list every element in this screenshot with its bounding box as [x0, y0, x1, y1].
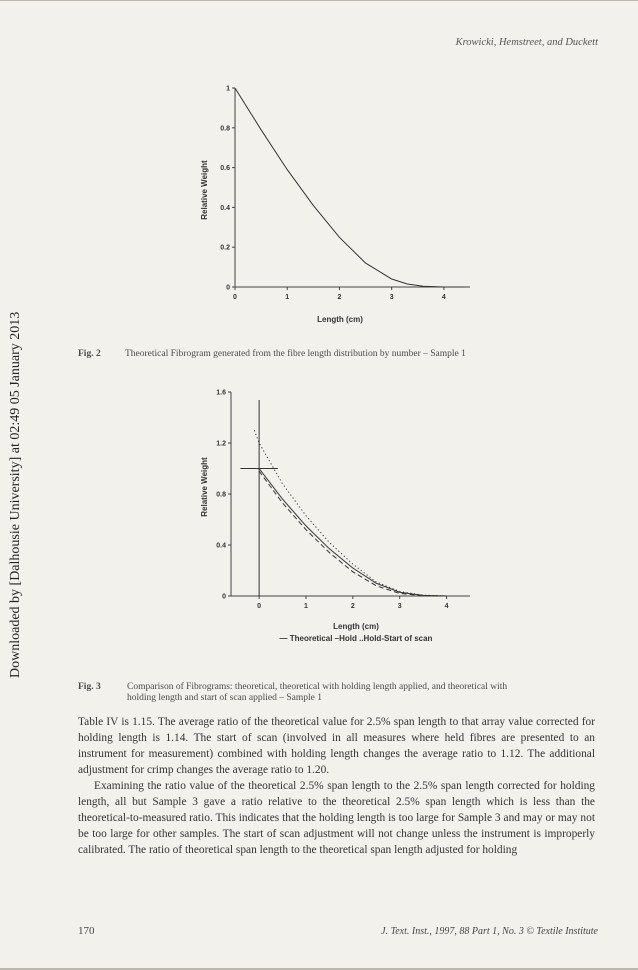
fig2-y-tick-label: 1 [226, 85, 230, 93]
fig3-series-hold [259, 471, 447, 596]
fig3-series-hold-start-of-scan [254, 430, 446, 596]
fig3-series-theoretical [259, 469, 447, 597]
fig2-x-tick-label: 1 [285, 294, 290, 301]
fig2-x-tick-label: 0 [233, 294, 237, 301]
fig3-x-tick-label: 3 [397, 603, 402, 610]
fig2-y-tick-label: 0.8 [220, 125, 230, 133]
fig2-y-tick-label: 0.4 [220, 204, 230, 212]
fig3-x-tick-label: 0 [257, 603, 262, 610]
fig2-caption-text: Theoretical Fibrogram generated from the fibre length distribution by number – Sample 1 [125, 349, 466, 359]
fig3-caption-line-2: holding length and start of scan applied – Sample 1 [127, 693, 322, 703]
fig3-x-tick-label: 4 [444, 603, 449, 610]
fig3-legend: — Theoretical –Hold ..Hold-Start of scan [279, 634, 433, 643]
fig2-y-tick-label: 0.6 [220, 165, 230, 173]
fig3-y-tick-label: 0.8 [216, 491, 226, 499]
fig3-y-tick-label: 0 [222, 593, 226, 601]
fig3-x-axis-label: Length (cm) [333, 622, 379, 631]
fig3-x-tick-label: 1 [304, 603, 308, 610]
download-watermark: Downloaded by [Dalhousie University] at 02:49 05 January 2013 [8, 311, 23, 678]
fig2-y-axis-label: Relative Weight [200, 160, 209, 220]
body-text [78, 714, 595, 858]
fig3-y-tick-label: 1.6 [216, 389, 226, 397]
fig3-number: Fig. 3 [78, 682, 101, 692]
fig3-y-tick-label: 0.4 [216, 542, 226, 550]
fig3-x-tick-label: 2 [350, 603, 355, 610]
fig2-x-tick-label: 4 [441, 294, 446, 301]
fig2-y-tick-label: 0.2 [220, 244, 230, 252]
body-paragraph-2: Examining the ratio value of the theoretical 2.5% span length to the 2.5% span length corrected for holding length, all but Sample 3 gave a ratio relative to the theoretical 2.5% span length which is less than the theoretical-to-measured ratio. This indicates that the holding length is too large for Sample 3 and may or may not be too large for other samples. The start of scan adjustment will not change unless the instrument is improperly calibrated. The ratio of theoretical span length to the theoretical span length adjusted for holding [78, 780, 595, 856]
fig2-y-tick-label: 0 [226, 284, 230, 292]
fig3-y-tick-label: 1.2 [216, 440, 226, 448]
page-number: 170 [78, 925, 95, 937]
fig2-x-tick-label: 3 [389, 294, 394, 301]
body-paragraph-1: Table IV is 1.15. The average ratio of the theoretical value for 2.5% span length to that array value corrected for holding length is 1.14. The start of scan (involved in all measures where held fibres are presented to an instrument for measurement) combined with holding length changes the average ratio to 1.12. The additional adjustment for crimp changes the average ratio to 1.20. [78, 716, 595, 776]
running-header-authors: Krowicki, Hemstreet, and Duckett [455, 37, 598, 48]
journal-citation: J. Text. Inst., 1997, 88 Part 1, No. 3 © Textile Institute [381, 926, 598, 937]
fig3-caption-line-1: Comparison of Fibrograms: theoretical, theoretical with holding length applied, and theoretical with [127, 682, 508, 692]
fig2-x-tick-label: 2 [337, 294, 342, 301]
fig2-x-axis-label: Length (cm) [317, 315, 363, 324]
fig2-number: Fig. 2 [78, 349, 101, 359]
fig3-y-axis-label: Relative Weight [200, 457, 209, 517]
